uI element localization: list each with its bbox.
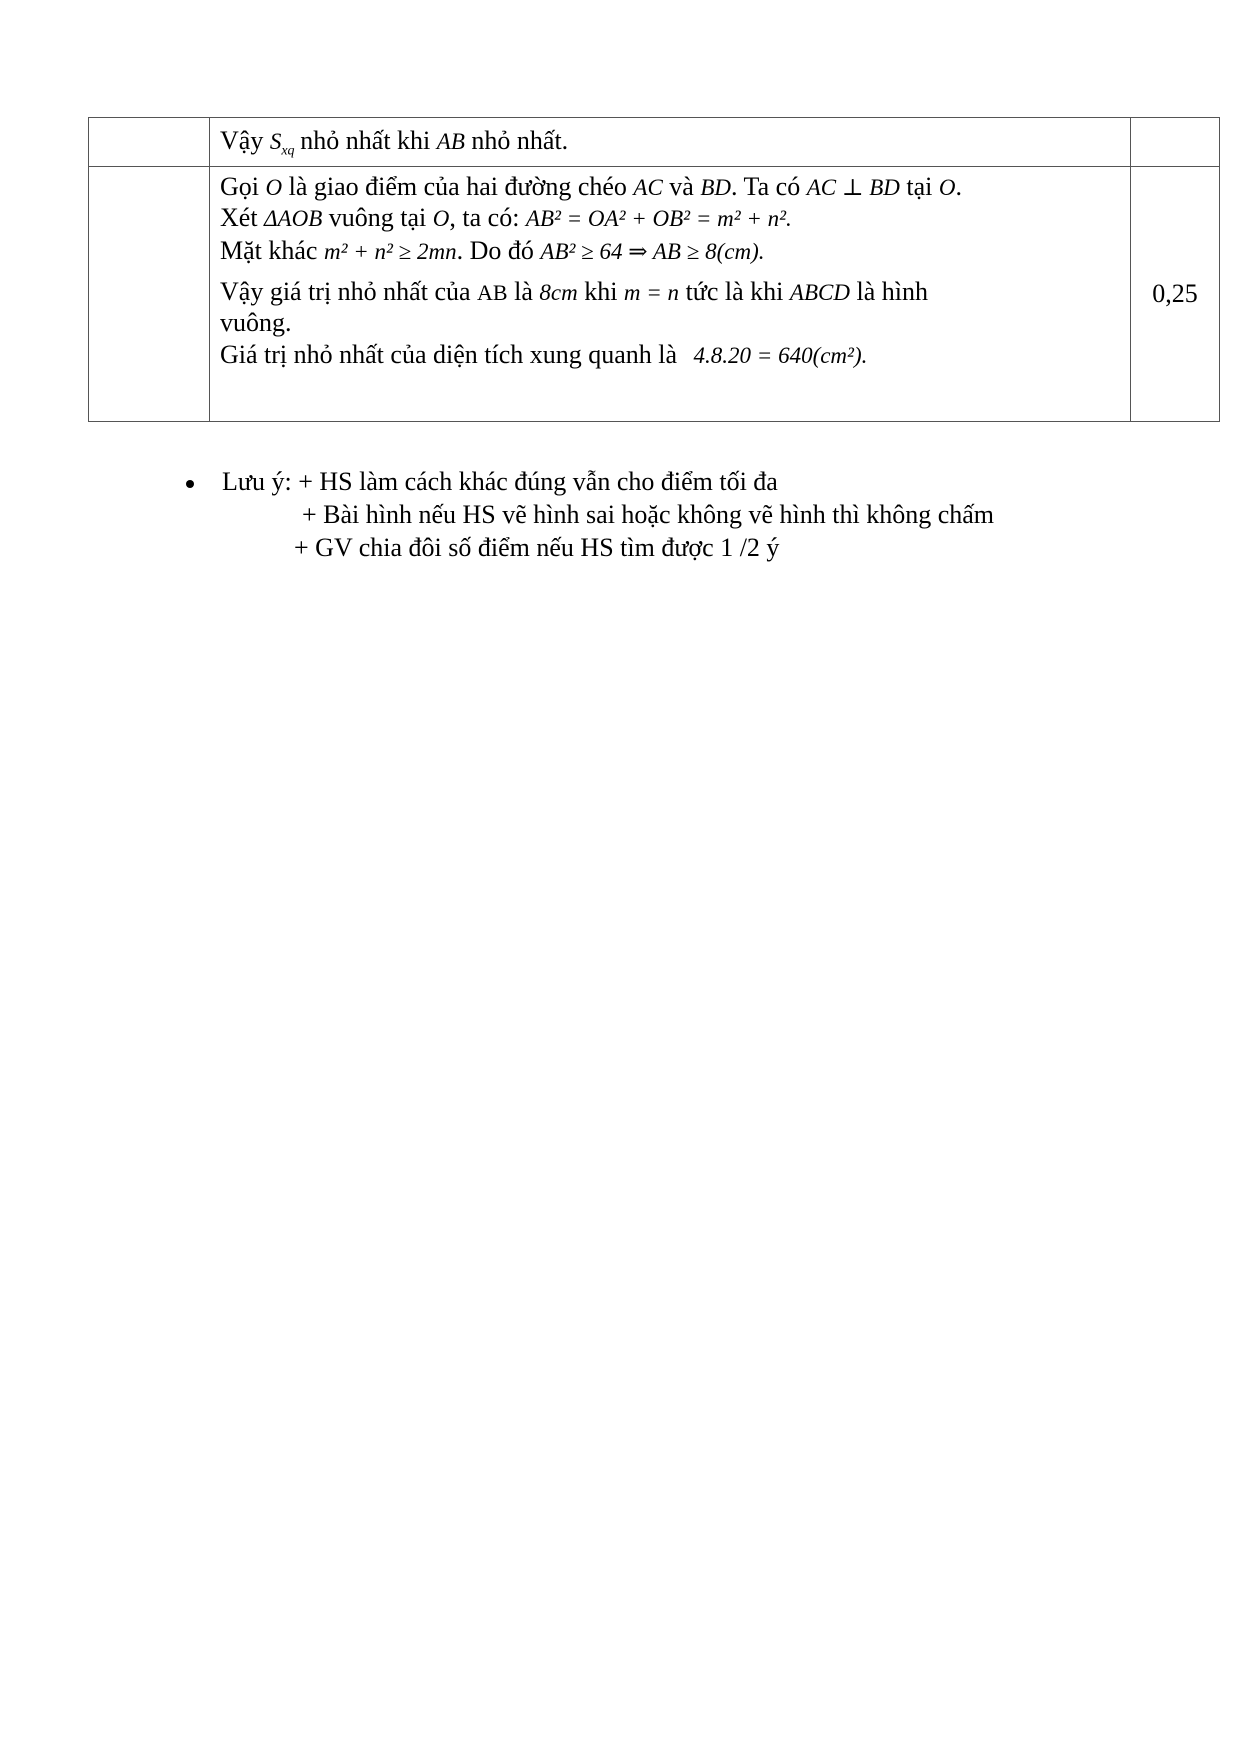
answer-table: [88, 117, 1220, 422]
math-ab: AB: [436, 129, 465, 154]
s-xq-symbol: $S_{xq}$: [269, 129, 295, 159]
table-row: [89, 167, 1220, 422]
solution-cell: [210, 118, 1131, 167]
question-cell: [89, 167, 210, 422]
note-line: + GV chia đôi số điểm nếu HS tìm được 1 /2 ý: [294, 533, 780, 562]
solution-line: Vậy giá trị nhỏ nhất của AB là 8cm khi m = n tức là khi ABCD là hình: [220, 277, 928, 306]
note-line: Lưu ý: + HS làm cách khác đúng vẫn cho điểm tối đa: [222, 467, 778, 496]
solution-line: Xét ΔAOB vuông tại O, ta có: AB² = OA² + OB² = m² + n².: [220, 203, 792, 232]
solution-line: [220, 124, 1120, 159]
solution-line: vuông.: [220, 308, 292, 337]
solution-line: Gọi O là giao điểm của hai đường chéo AC và BD. Ta có AC ⊥ BD tại O.: [220, 172, 963, 201]
text: nhỏ nhất.: [471, 126, 569, 155]
score-cell: [1131, 118, 1220, 167]
note-block: [188, 465, 994, 564]
score-cell: [1131, 167, 1220, 422]
score-value: 0,25: [1152, 279, 1198, 308]
solution-line: Giá trị nhỏ nhất của diện tích xung quanh là 4.8.20 = 640(cm²).: [220, 340, 868, 369]
solution-cell: [210, 167, 1131, 422]
note-line: + Bài hình nếu HS vẽ hình sai hoặc không vẽ hình thì không chấm: [302, 500, 995, 529]
text: nhỏ nhất khi: [300, 126, 431, 155]
question-cell: [89, 118, 210, 167]
table-row: [89, 118, 1220, 167]
solution-line: Mặt khác m² + n² ≥ 2mn. Do đó AB² ≥ 64 ⇒ AB ≥ 8(cm).: [220, 236, 765, 265]
text: Vậy: [220, 126, 264, 155]
